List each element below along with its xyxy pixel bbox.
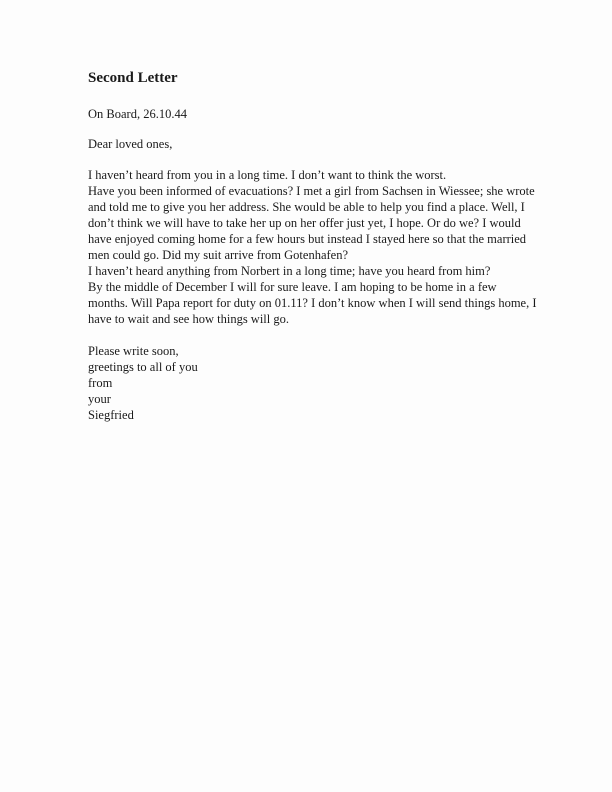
body-line: have to wait and see how things will go. bbox=[88, 312, 290, 326]
dateline: On Board, 26.10.44 bbox=[88, 107, 187, 121]
signature-name: Siegfried bbox=[88, 408, 134, 422]
body-line: don’t think we will have to take her up on her offer just yet, I hope. Or do we? I would bbox=[88, 216, 521, 230]
closing-line: Please write soon, bbox=[88, 344, 179, 358]
body-line: months. Will Papa report for duty on 01.11? I don’t know when I will send things home, I bbox=[88, 296, 537, 310]
body-line: and told me to give you her address. She would be able to help you find a place. Well, I bbox=[88, 200, 525, 214]
body-line: By the middle of December I will for sure leave. I am hoping to be home in a few bbox=[88, 280, 497, 294]
closing-line: your bbox=[88, 392, 111, 406]
closing-line: greetings to all of you bbox=[88, 360, 198, 374]
closing-line: from bbox=[88, 376, 113, 390]
body-line: men could go. Did my suit arrive from Gotenhafen? bbox=[88, 248, 348, 262]
body-line: have enjoyed coming home for a few hours but instead I stayed here so that the married bbox=[88, 232, 527, 246]
body-line: I haven’t heard anything from Norbert in a long time; have you heard from him? bbox=[88, 264, 491, 278]
letter-title: Second Letter bbox=[88, 70, 178, 86]
body-line: I haven’t heard from you in a long time. I don’t want to think the worst. bbox=[88, 168, 447, 182]
body-line: Have you been informed of evacuations? I met a girl from Sachsen in Wiessee; she wrote bbox=[88, 184, 535, 198]
salutation: Dear loved ones, bbox=[88, 137, 173, 151]
